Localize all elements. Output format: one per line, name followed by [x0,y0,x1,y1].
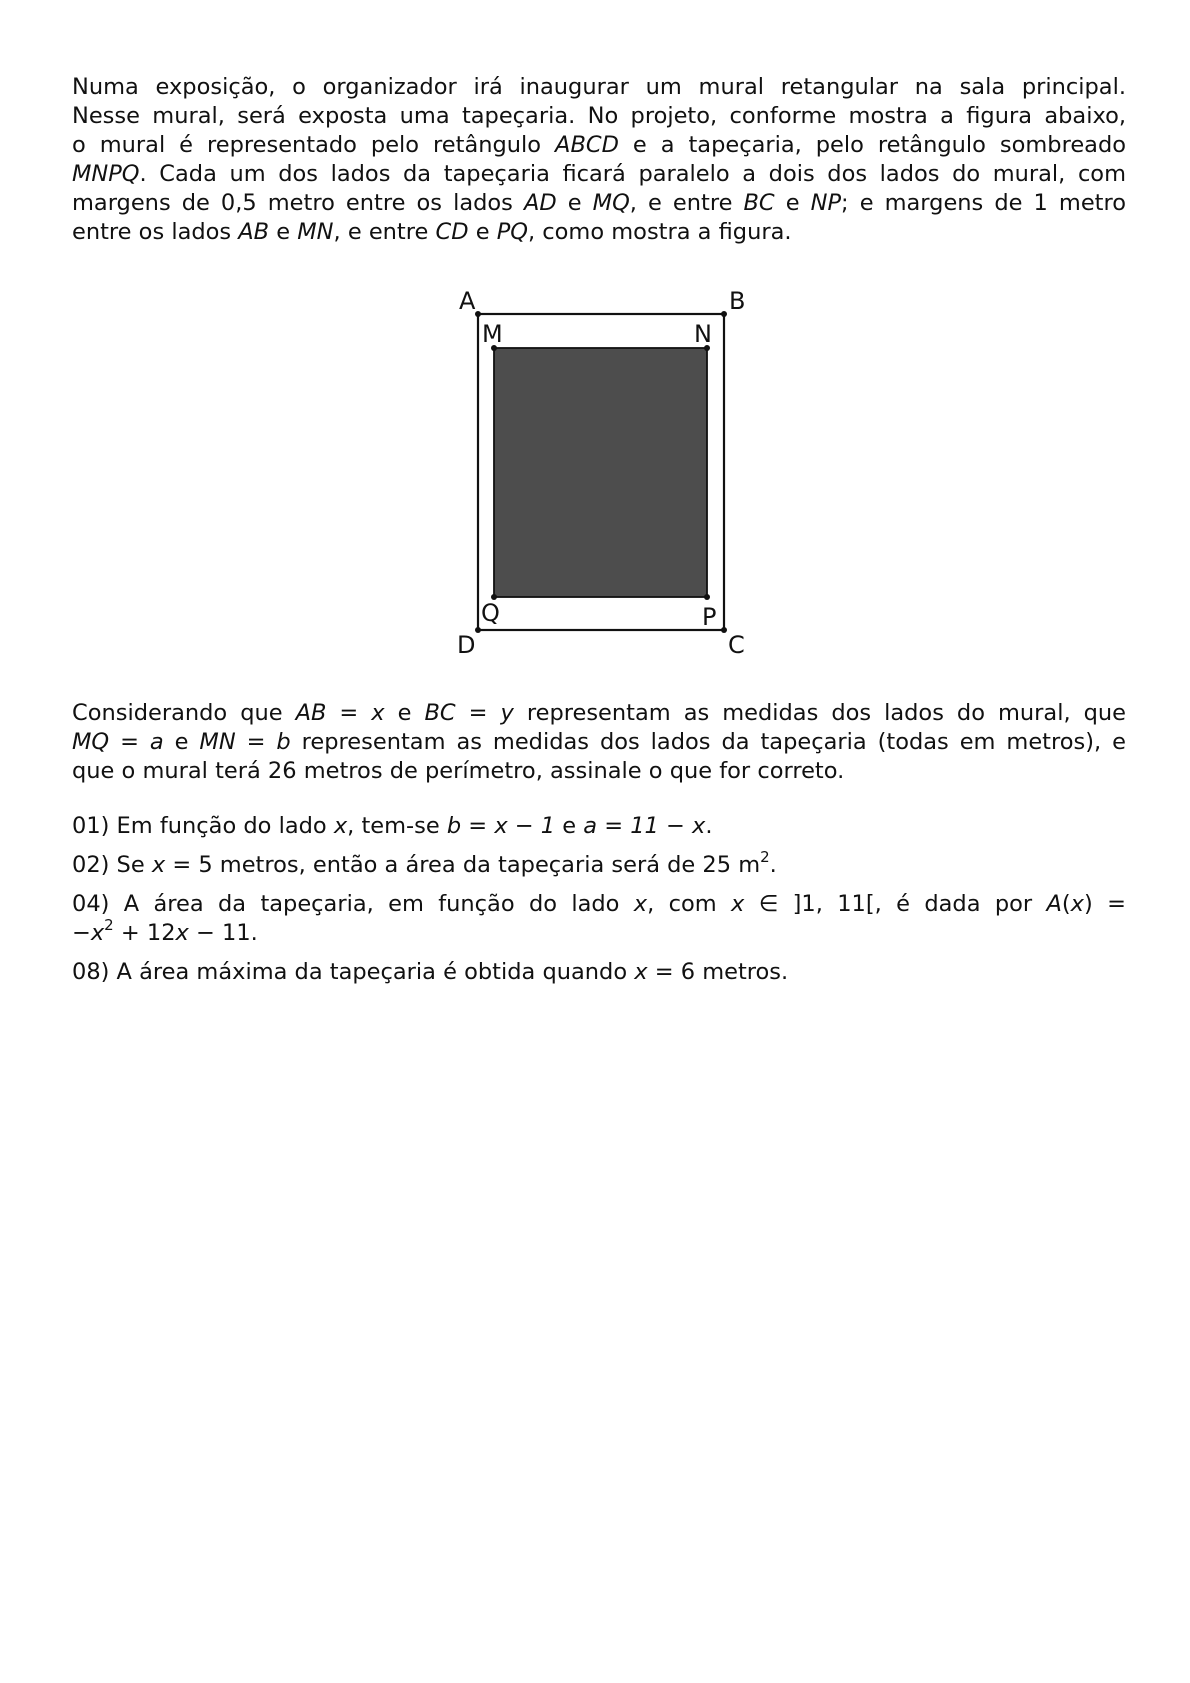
intro-line-3: o mural é representado pelo retângulo ABCD e a tapeçaria, pelo retângulo sombreado [72,132,1127,158]
intro-paragraph [72,73,1126,247]
intro-line-2: Nesse mural, será exposta uma tapeçaria. No projeto, conforme mostra a figura abaixo, [72,103,1126,129]
intro-line-4: MNPQ. Cada um dos lados da tapeçaria ficará paralelo a dois dos lados do mural, com [72,161,1126,187]
label-n: N [694,320,712,348]
label-m: M [482,320,503,348]
option-02-text: 02) Se x = 5 metros, então a área da tapeçaria será de 25 $m^2$. [72,847,777,878]
point-b [721,311,727,317]
intro-line-5: margens de 0,5 metro entre os lados AD e MQ, e entre BC e NP; e margens de 1 metro [72,190,1126,216]
label-q: Q [481,599,500,627]
point-p [704,594,710,600]
label-p: P [702,603,717,631]
option-04-line-2: $-x^2 + 12x - 11$. [72,915,258,946]
option-01-text: 01) Em função do lado x, tem-se b = x − 1 e a = 11 − x. [72,813,713,839]
option-08-text: 08) A área máxima da tapeçaria é obtida quando x = 6 metros. [72,959,789,985]
label-d: D [457,631,476,659]
point-a [475,311,481,317]
label-a: A [459,287,476,315]
consider-line-2: MQ = a e MN = b representam as medidas dos lados da tapeçaria (todas em metros), e [72,729,1126,755]
option-04 [72,890,1126,948]
tapestry-rectangle-mnpq [494,348,707,597]
consider-line-3: que o mural terá 26 metros de perímetro, assinale o que for correto. [72,758,845,784]
consider-paragraph [72,699,1126,786]
label-c: C [728,631,745,659]
mural-figure [440,280,760,660]
intro-line-1: Numa exposição, o organizador irá inaugurar um mural retangular na sala principal. [72,74,1126,100]
point-d [475,627,481,633]
option-04-line-1: 04) A área da tapeçaria, em função do lado x, com x ∈ ]1, 11[, é dada por A(x) = [72,891,1126,917]
consider-line-1: Considerando que AB = x e BC = y representam as medidas dos lados do mural, que [72,700,1126,726]
option-01 [72,812,1126,841]
intro-line-6: entre os lados AB e MN, e entre CD e PQ, como mostra a figura. [72,219,792,245]
option-02 [72,847,1126,880]
option-08 [72,958,1126,987]
label-b: B [729,287,746,315]
point-c [721,627,727,633]
